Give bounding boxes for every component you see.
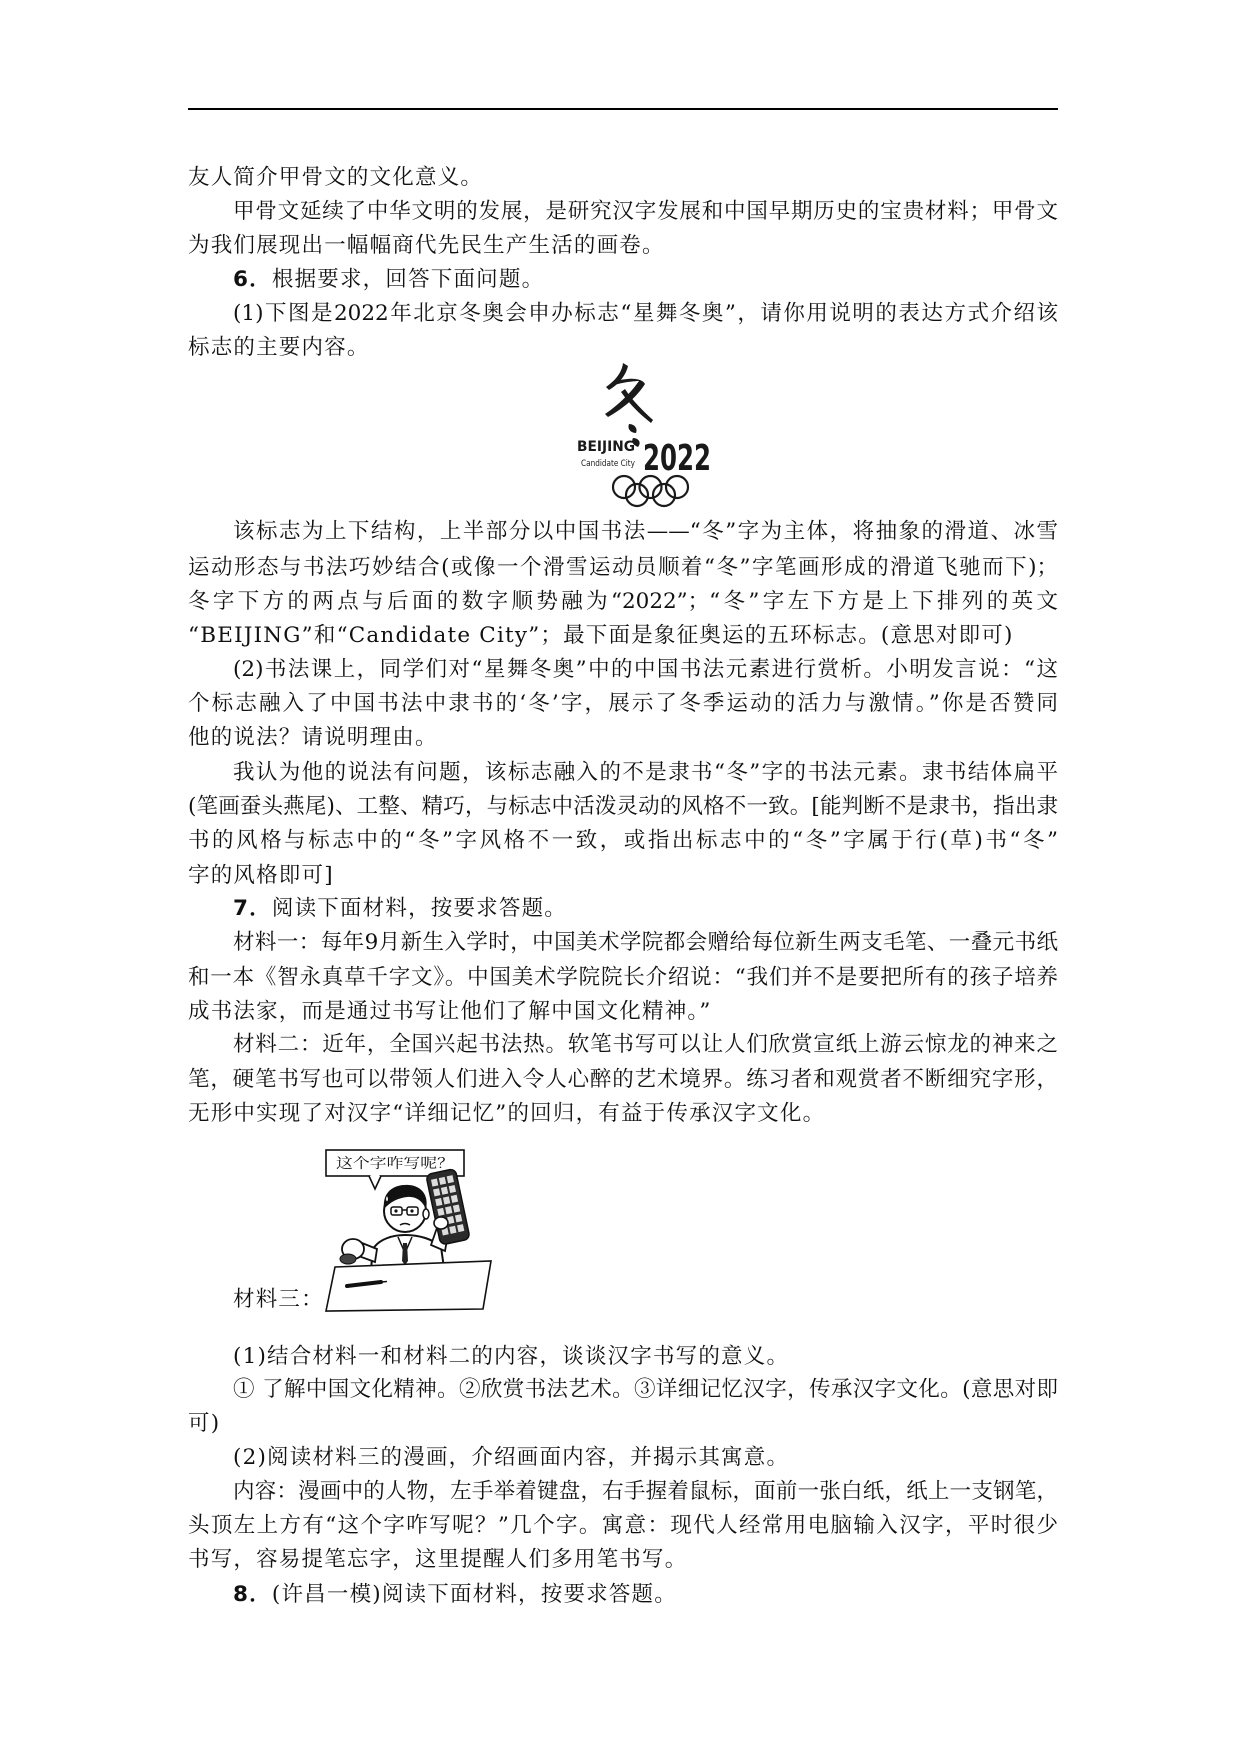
olympic-rings-icon [613,476,688,506]
calligraphy-stroke-1 [606,363,628,390]
material-line: 无形中实现了对汉字“详细记忆”的回归，有益于传承汉字文化。 [188,1101,826,1126]
question-stem: 阅读下面材料，按要求答题。 [271,896,567,921]
keyboard-icon [426,1168,470,1245]
man-eye [394,1209,397,1212]
material-line: 笔，硬笔书写也可以带领人们进入令人心醉的艺术境界。练习者和观赏者不断细究字形， [188,1067,1058,1092]
answer-line: 书写，容易提笔忘字，这里提醒人们多用笔书写。 [188,1547,688,1572]
answer-line: (笔画蚕头燕尾)、工整、精巧，与标志中活泼灵动的风格不一致。[能判断不是隶书，指出隶 [188,794,1058,819]
question-line: 个标志融入了中国书法中隶书的‘冬’字，展示了冬季运动的活力与激情。”你是否赞同 [188,691,1058,716]
material-line: 和一本《智永真草千字文》。中国美术学院院长介绍说：“我们并不是要把所有的孩子培养 [188,965,1058,990]
question-number: 7． [233,896,272,921]
answer-line: 头顶左上方有“这个字咋写呢？”几个字。寓意：现代人经常用电脑输入汉字，平时很少 [188,1513,1058,1538]
mouse-icon [340,1254,356,1264]
answer-line: ① 了解中国文化精神。②欣赏书法艺术。③详细记忆汉字，传承汉字文化。(意思对即 [233,1377,1058,1402]
material-line: 材料一：每年9月新生入学时，中国美术学院都会赠给每位新生两支毛笔、一叠元书纸 [233,930,1058,955]
answer-line: 书的风格与标志中的“冬”字风格不一致，或指出标志中的“冬”字属于行(草)书“冬” [188,828,1058,853]
answer-line: 可) [188,1411,221,1436]
olympic-ring [666,476,688,498]
material-line: 材料二：近年，全国兴起书法热。软笔书写可以让人们欣赏宣纸上游云惊龙的神来之 [233,1032,1058,1057]
sweat-drop-icon [386,1195,389,1202]
logo-beijing-text: BEIJING [577,439,635,455]
question-line: (1)结合材料一和材料二的内容，谈谈汉字书写的意义。 [233,1344,790,1369]
olympic-ring [653,484,675,506]
question-stem: (许昌一模)阅读下面材料，按要求答题。 [271,1582,677,1607]
cartoon-illustration [323,1149,497,1312]
question-line: 他的说法？请说明理由。 [188,725,438,750]
speech-bubble-text: 这个字咋写呢？ [336,1156,454,1172]
man-ear [423,1209,429,1219]
question-line: 标志的主要内容。 [188,335,370,360]
beijing-2022-candidate-logo [571,362,713,506]
question-7-heading [233,892,1058,926]
question-number: 6． [233,267,272,292]
question-number: 8． [233,1582,272,1607]
material-line: 成书法家，而是通过书写让他们了解中国文化精神。” [188,999,712,1024]
answer-line: 该标志为上下结构，上半部分以中国书法——“冬”字为主体，将抽象的滑道、冰雪 [233,519,1058,544]
answer-line: “BEIJING”和“Candidate City”；最下面是象征奥运的五环标志。(意思对即可) [188,623,1014,648]
question-8-heading [233,1578,1058,1612]
answer-line: 内容：漫画中的人物，左手举着键盘，右手握着鼠标，面前一张白纸，纸上一支钢笔， [233,1479,1058,1504]
logo-year-text: 2022 [643,438,711,479]
calligraphy-dot-1 [628,424,636,433]
answer-line: 甲骨文延续了中华文明的发展，是研究汉字发展和中国早期历史的宝贵材料；甲骨文 [233,199,1058,224]
olympic-ring [613,476,635,498]
man-eye [410,1209,413,1212]
olympic-ring [626,484,648,506]
right-hand [434,1217,448,1229]
question-line: (2)阅读材料三的漫画，介绍画面内容，并揭示其寓意。 [233,1445,790,1470]
question-line: (1)下图是2022年北京冬奥会申办标志“星舞冬奥”，请你用说明的表达方式介绍该 [233,301,1058,326]
answer-line: 冬字下方的两点与后面的数字顺势融为“2022”；“冬”字左下方是上下排列的英文 [188,589,1058,614]
answer-line: 为我们展现出一幅幅商代先民生产生活的画卷。 [188,233,665,258]
question-line: (2)书法课上，同学们对“星舞冬奥”中的中国书法元素进行赏析。小明发言说：“这 [233,657,1058,682]
material-3-label: 材料三： [233,1287,324,1312]
header-rule [188,108,1058,110]
logo-candidate-city-text: Candidate City [581,459,635,469]
continuation-line: 友人简介甲骨文的文化意义。 [188,165,484,190]
speech-bubble-tail [369,1176,381,1189]
pen-tip [381,1282,387,1283]
answer-line: 运动形态与书法巧妙结合(或像一个滑雪运动员顺着“冬”字笔画形成的滑道飞驰而下)； [188,555,1058,580]
question-stem: 根据要求，回答下面问题。 [271,267,545,292]
question-6-heading [233,263,1058,297]
answer-line: 字的风格即可] [188,863,334,888]
olympic-ring [640,476,662,498]
answer-line: 我认为他的说法有问题，该标志融入的不是隶书“冬”字的书法元素。隶书结体扁平 [233,760,1058,785]
tie [402,1243,408,1265]
